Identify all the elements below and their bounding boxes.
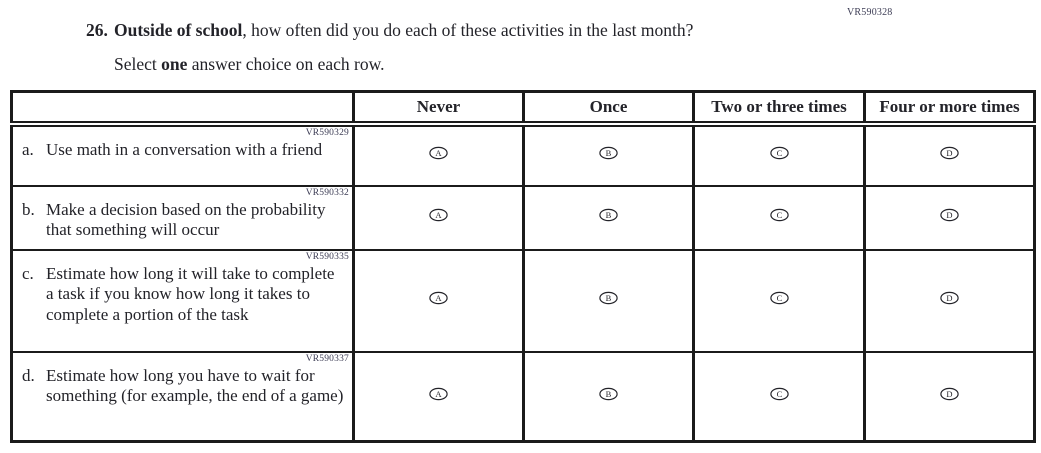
bubble-row-b-four-or-more[interactable] [939, 208, 960, 222]
question-number: 26. [86, 20, 108, 40]
svg-text:C: C [776, 292, 782, 303]
question-bold-lead: Outside of school [114, 20, 243, 40]
instruction-bold: one [161, 54, 188, 74]
bubble-row-c-once[interactable] [598, 291, 619, 305]
row-a-letter: a. [22, 139, 34, 159]
row-d-cell-four-or-more [865, 352, 1035, 442]
row-d-label-cell [12, 352, 354, 442]
bubble-row-b-never[interactable] [428, 208, 449, 222]
bubble-row-a-never[interactable] [428, 146, 449, 160]
header-two-or-three-times: Two or three times [694, 92, 865, 124]
row-b-text: Make a decision based on the probability that something will occur [46, 199, 326, 240]
row-d-text: Estimate how long you have to wait for something (for example, the end of a game) [46, 365, 344, 406]
row-b-letter: b. [22, 199, 35, 219]
row-b-cell-once [524, 186, 694, 250]
instruction-pre: Select [114, 54, 162, 74]
table-row-a [12, 124, 1035, 186]
row-a-text: Use math in a conversation with a friend [46, 139, 323, 159]
question-rest: , how often did you do each of these activities in the last month? [242, 20, 694, 40]
bubble-row-d-never[interactable] [428, 387, 449, 401]
row-d-cell-two-or-three [694, 352, 865, 442]
row-c-text: Estimate how long it will take to complete a task if you know how long it takes to complete a portion of the task [46, 263, 335, 324]
row-c-cell-two-or-three [694, 250, 865, 352]
bubble-row-d-four-or-more[interactable] [939, 387, 960, 401]
bubble-row-a-two-or-three[interactable] [769, 146, 790, 160]
row-a-cell-four-or-more [865, 124, 1035, 186]
answer-matrix-table [10, 90, 1036, 443]
row-b-label-cell [12, 186, 354, 250]
row-d-cell-once [524, 352, 694, 442]
row-b-vr-code: VR590332 [305, 187, 349, 198]
svg-text:D: D [946, 209, 953, 220]
row-a-cell-never [354, 124, 524, 186]
row-b-cell-four-or-more [865, 186, 1035, 250]
bubble-row-b-two-or-three[interactable] [769, 208, 790, 222]
header-row [12, 92, 1035, 124]
bubble-row-c-two-or-three[interactable] [769, 291, 790, 305]
row-a-label-cell [12, 124, 354, 186]
table-row-c [12, 250, 1035, 352]
svg-text:C: C [776, 209, 782, 220]
svg-text:D: D [946, 292, 953, 303]
row-b-cell-never [354, 186, 524, 250]
row-c-cell-once [524, 250, 694, 352]
row-c-cell-never [354, 250, 524, 352]
svg-text:B: B [605, 292, 612, 303]
svg-text:D: D [946, 388, 953, 399]
row-d-vr-code: VR590337 [305, 353, 349, 364]
bubble-row-b-once[interactable] [598, 208, 619, 222]
row-b-cell-two-or-three [694, 186, 865, 250]
row-a-cell-once [524, 124, 694, 186]
table-row-d [12, 352, 1035, 442]
bubble-row-a-once[interactable] [598, 146, 619, 160]
row-c-letter: c. [22, 263, 34, 283]
header-once: Once [524, 92, 694, 124]
row-c-cell-four-or-more [865, 250, 1035, 352]
question-block [86, 20, 846, 75]
header-empty-cell [12, 92, 354, 124]
instruction-post: answer choice on each row. [187, 54, 385, 74]
svg-text:B: B [605, 147, 612, 158]
row-c-label-cell [12, 250, 354, 352]
svg-text:D: D [946, 147, 953, 158]
page-vr-code: VR590328 [847, 7, 893, 18]
svg-text:A: A [435, 147, 442, 158]
row-a-vr-code: VR590329 [305, 127, 349, 138]
question-sentence [114, 20, 693, 75]
svg-text:C: C [776, 388, 782, 399]
table-row-b [12, 186, 1035, 250]
bubble-row-d-once[interactable] [598, 387, 619, 401]
row-d-cell-never [354, 352, 524, 442]
svg-text:C: C [776, 147, 782, 158]
bubble-row-d-two-or-three[interactable] [769, 387, 790, 401]
header-four-or-more-times: Four or more times [865, 92, 1035, 124]
bubble-row-a-four-or-more[interactable] [939, 146, 960, 160]
header-never: Never [354, 92, 524, 124]
svg-text:B: B [605, 388, 612, 399]
bubble-row-c-four-or-more[interactable] [939, 291, 960, 305]
row-c-vr-code: VR590335 [305, 251, 349, 262]
svg-text:A: A [435, 388, 442, 399]
bubble-row-c-never[interactable] [428, 291, 449, 305]
svg-text:B: B [605, 209, 612, 220]
svg-text:A: A [435, 292, 442, 303]
row-d-letter: d. [22, 365, 35, 385]
svg-text:A: A [435, 209, 442, 220]
question-instruction [114, 54, 693, 75]
question-text [86, 20, 846, 75]
row-a-cell-two-or-three [694, 124, 865, 186]
